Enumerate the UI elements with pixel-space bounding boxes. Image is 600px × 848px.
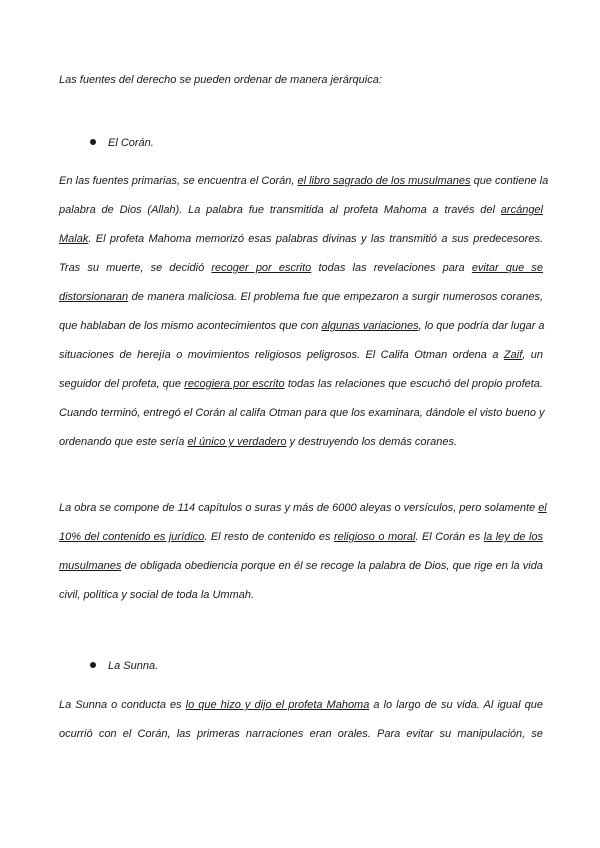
bullet-item-sunna [90,658,158,674]
intro-text: Las fuentes del derecho se pueden ordenar de manera jerárquica: [59,74,382,86]
text-line: Cuando terminó, entregó el Corán al califa Otman para que los examinara, dándole el visto bueno y [59,407,545,419]
text-line: palabra de Dios (Allah). La palabra fue transmitida al profeta Mahoma a través del arcángel [59,204,543,216]
text-line: ordenando que este sería el único y verdadero y destruyendo los demás coranes. [59,436,458,448]
text-line: que hablaban de los mismo acontecimientos que con algunas variaciones, lo que podría dar lugar a [59,320,545,332]
text-line: situaciones de herejía o movimientos religiosos peligrosos. El Califa Otman ordena a Zaif, un [59,349,543,361]
bullet-item-coran [90,135,154,151]
paragraph-coran [59,167,549,457]
intro-paragraph [59,66,543,95]
text-line: Tras su muerte, se decidió recoger por escrito todas las revelaciones para evitar que se [59,262,543,274]
text-line: Malak. El profeta Mahoma memorizó esas palabras divinas y las transmitió a sus predecesores. [59,233,543,245]
text-line: 10% del contenido es jurídico. El resto de contenido es religioso o moral. El Corán es la ley de los [59,531,544,543]
text-line: ocurrió con el Corán, las primeras narraciones eran orales. Para evitar su manipulación, se [59,728,543,740]
paragraph-obra [59,494,547,610]
bullet-dot-icon [90,662,96,668]
text-line: La Sunna o conducta es lo que hizo y dijo el profeta Mahoma a lo largo de su vida. Al igual que [59,699,543,711]
text-line: distorsionaran de manera maliciosa. El problema fue que empezaron a surgir numerosos coranes, [59,291,543,303]
text-line: En las fuentes primarias, se encuentra el Corán, el libro sagrado de los musulmanes que contiene la [59,175,549,187]
paragraph-sunna [59,691,543,749]
text-line: seguidor del profeta, que recogiera por escrito todas las relaciones que escuchó del propio profeta. [59,378,543,390]
bullet-dot-icon [90,139,96,145]
bullet-label: El Corán. [108,137,154,149]
bullet-label: La Sunna. [108,660,159,672]
text-line: La obra se compone de 114 capítulos o suras y más de 6000 aleyas o versículos, pero solamente el [59,502,547,514]
text-line: musulmanes de obligada obediencia porque en él se recoge la palabra de Dios, que rige en la vida [59,560,543,572]
text-line: civil, política y social de toda la Ummah. [59,589,255,601]
